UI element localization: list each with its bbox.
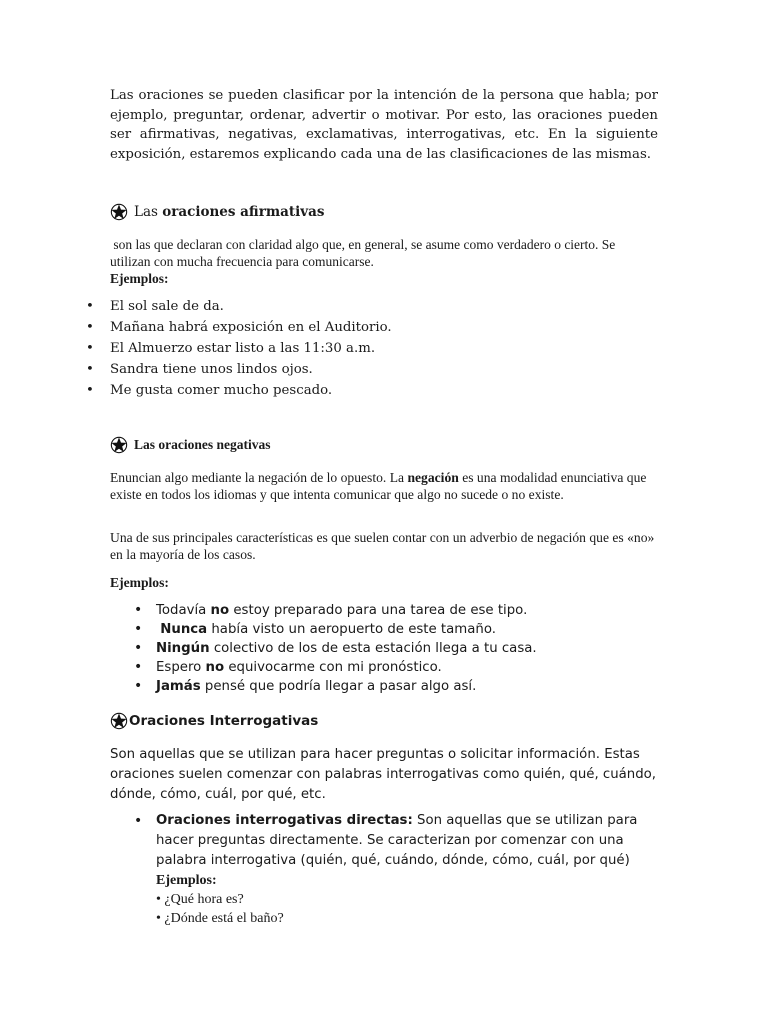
heading-oraciones-interrogativas — [110, 712, 318, 730]
text-run: Todavía — [156, 603, 211, 618]
negativas-paragraph-2: Una de sus principales características es que suelen contar con un adverbio de negación que es «no» en la mayoría de los casos. — [110, 530, 655, 562]
text-run: Son aquellas que se utilizan para hacer preguntas directamente. Se caracterizan por comenzar con una palabra interrogativa (quién, qué, cuándo, dónde, cómo, cuál, por qué) — [156, 813, 638, 868]
afirmativas-text: son las que declaran con claridad algo que, en general, se asume como verdadero o cierto. Se utilizan con mucha frecuencia para comunicarse. — [110, 237, 619, 269]
bold-term: Nunca — [160, 622, 208, 637]
list-item — [134, 601, 537, 620]
bullet: • — [134, 640, 143, 656]
heading-oraciones-negativas — [110, 436, 271, 454]
intro-paragraph: Las oraciones se pueden clasificar por la intención de la persona que habla; por ejemplo, preguntar, ordenar, advertir o motivar. Por esto, las oraciones pueden ser afirmativas, negativas, exclamativas, interrogativas, etc. En la siguiente exposición, estaremos explicando cada una de las clasificaciones de las mismas. — [110, 88, 658, 162]
star-icon — [110, 436, 128, 454]
list-item-text: Mañana habrá exposición en el Auditorio. — [110, 320, 392, 335]
list-item-text: Me gusta comer mucho pescado. — [110, 383, 333, 398]
text-run: es una modalidad enunciativa que existe en todos los idiomas y que intenta comunicar que algo no sucede o no existe. — [110, 470, 647, 502]
list-item — [134, 677, 537, 696]
bold-term: no — [205, 660, 225, 675]
list-item-text: El Almuerzo estar listo a las 11:30 a.m. — [110, 341, 376, 356]
heading-text: Las oraciones negativas — [134, 437, 271, 452]
list-item — [134, 658, 537, 677]
heading-oraciones-afirmativas — [110, 203, 324, 221]
bold-term: no — [210, 603, 230, 618]
bullet: • — [86, 383, 94, 398]
afirmativas-examples-list — [86, 296, 392, 401]
list-item-text: Sandra tiene unos lindos ojos. — [110, 362, 313, 377]
text-run: Enuncian algo mediante la negación de lo opuesto. La — [110, 470, 408, 485]
text-run: estoy preparado para una tarea de ese tipo. — [229, 603, 528, 618]
text-run: Espero — [156, 660, 206, 675]
afirmativas-description — [110, 236, 658, 287]
list-item: • ¿Dónde está el baño? — [156, 911, 284, 926]
bullet: • — [86, 341, 94, 356]
text-run: equivocarme con mi pronóstico. — [224, 660, 442, 675]
heading-bold: oraciones afirmativas — [162, 204, 325, 220]
negativas-paragraph-1 — [110, 469, 658, 503]
list-item-text: El sol sale de da. — [110, 299, 224, 314]
list-item: • ¿Qué hora es? — [156, 892, 244, 907]
negativas-examples-list — [134, 601, 537, 696]
list-item — [86, 380, 392, 401]
list-item — [86, 359, 392, 380]
bullet: • — [134, 659, 143, 675]
list-item — [86, 317, 392, 338]
examples-label: Ejemplos: — [156, 873, 217, 888]
bold-term: Jamás — [156, 679, 201, 694]
bullet: • — [134, 678, 143, 694]
star-icon — [110, 203, 128, 221]
list-item — [86, 296, 392, 317]
bullet: • — [134, 813, 143, 829]
heading-text: Oraciones Interrogativas — [129, 713, 319, 729]
bold-term: Oraciones interrogativas directas: — [156, 813, 413, 828]
examples-label: Ejemplos: — [110, 575, 169, 590]
interrogativas-directas-content — [156, 811, 664, 928]
list-item — [134, 620, 537, 639]
heading-prefix: Las — [134, 204, 163, 220]
bullet: • — [134, 621, 143, 637]
text-run: había visto un aeropuerto de este tamaño. — [207, 622, 496, 637]
interrogativas-paragraph: Son aquellas que se utilizan para hacer preguntas o solicitar información. Estas oraciones suelen comenzar con palabras interrogativas como quién, qué, cuándo, dónde, cómo, cuál, por qué, etc. — [110, 747, 657, 802]
list-item — [86, 338, 392, 359]
list-item — [134, 639, 537, 658]
interrogativas-directas-item — [134, 811, 664, 928]
bullet: • — [86, 299, 94, 314]
bullet: • — [134, 602, 143, 618]
star-icon — [110, 712, 128, 730]
bullet: • — [86, 320, 94, 335]
interrogativas-directas-text — [156, 811, 664, 871]
bullet: • — [86, 362, 94, 377]
text-run: colectivo de los de esta estación llega a tu casa. — [209, 641, 537, 656]
examples-label: Ejemplos: — [110, 271, 169, 286]
bold-term: negación — [407, 470, 459, 485]
text-run: pensé que podría llegar a pasar algo así. — [200, 679, 477, 694]
bold-term: Ningún — [156, 641, 210, 656]
